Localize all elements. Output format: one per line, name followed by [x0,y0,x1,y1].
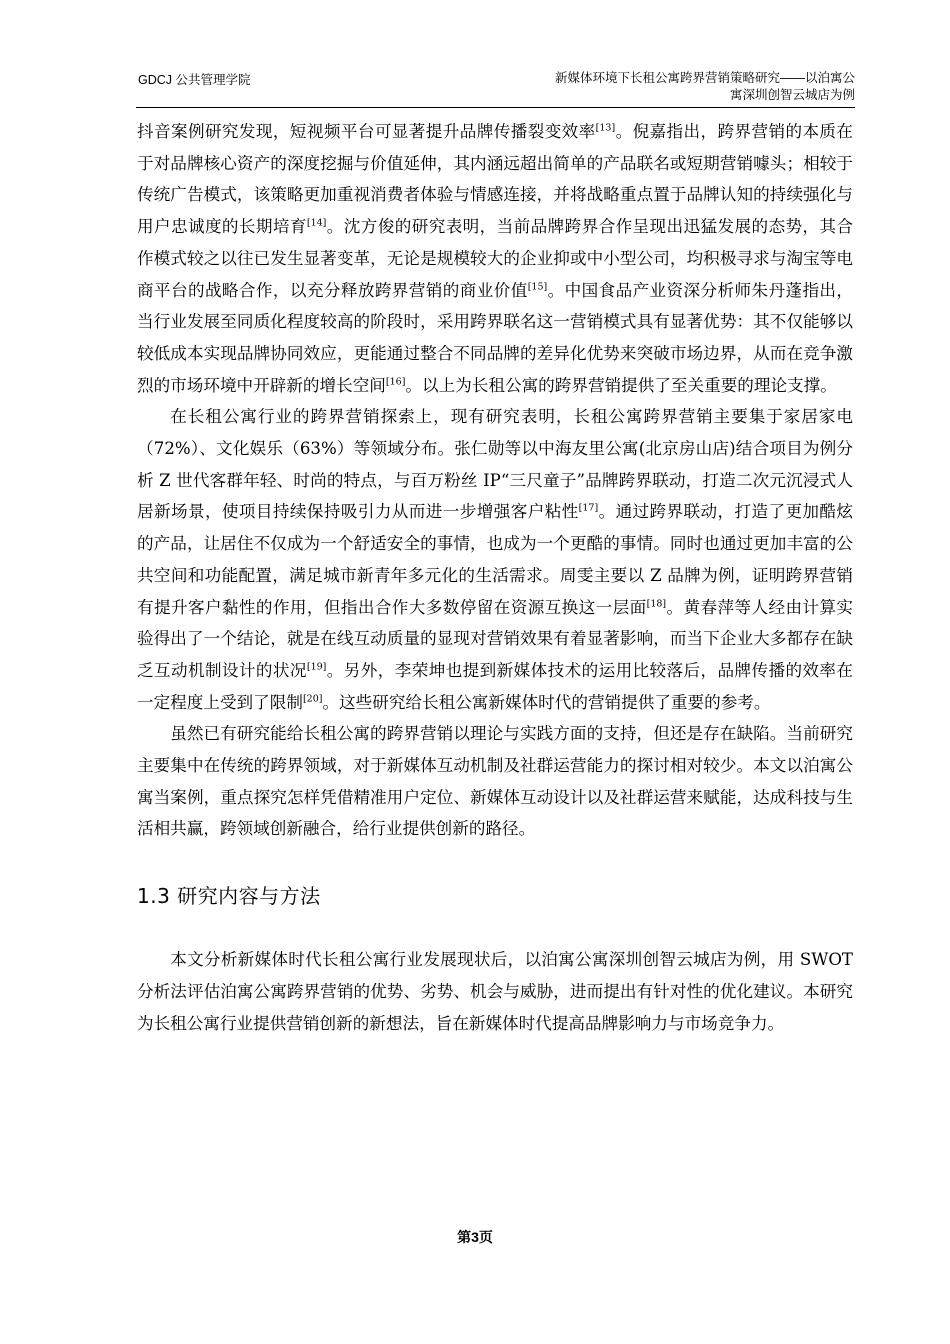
header-title-line-1: 新媒体环境下长租公寓跨界营销策略研究——以泊寓公 [554,71,855,85]
text-run: 。中国食品产业资深分析师朱丹蓬指出，当行业发展至同质化程度较高的阶段时，采用跨界联名这一营销模式具有显著优势：其不仅能够以较低成本实现品牌协同效应，更能通过整合不同品牌的差异化优势来突破市场边界，从而在竞争激烈的市场环境中开辟新的增长空间 [137,280,854,395]
header-institution: GDCJ 公共管理学院 [138,73,251,87]
body-paragraph [137,116,853,401]
text-run: 。通过跨界联动，打造了更加酷炫的产品，让居住不仅成为一个舒适安全的事情，也成为一个更酷的事情。同时也通过更加丰富的公共空间和功能配置，满足城市新青年多元化的生活需求。周雯主要以 Z 品牌为例，证明跨界营销有提升客户黏性的作用，但指出合作大多数停留在资源互换这一层面 [137,502,853,617]
literature-review [137,116,853,845]
text-run: 。以上为长租公寓的跨界营销提供了至关重要的理论支撑。 [405,375,837,395]
text-run: 抖音案例研究发现，短视频平台可显著提升品牌传播裂变效率 [137,122,596,141]
page-number: 第3页 [457,1229,493,1245]
text-run: 。黄春萍等人经由计算实验得出了一个结论，就是在线互动质量的显现对营销效果有着显著影响，而当下企业大多都存在缺乏互动机制设计的状况 [137,597,854,680]
citation-ref: [16] [385,376,406,388]
header-title [475,70,855,104]
citation-ref: [20] [302,693,323,705]
citation-ref: [17] [578,502,599,514]
citation-ref: [19] [306,661,327,673]
text-run: 。沈方俊的研究表明，当前品牌跨界合作呈现出迅猛发展的态势，其合作模式较之以往已发生显著变革，无论是规模较大的企业抑或中小型公司，均积极寻求与淘宝等电商平台的战略合作，以充分释放跨界营销的商业价值 [137,217,853,300]
citation-ref: [18] [646,598,667,610]
citation-ref: [14] [306,217,327,229]
text-run: 。另外，李荣坤也提到新媒体技术的运用比较落后，品牌传播的效率在一定程度上受到了限制 [137,660,853,712]
section-paragraph: 本文分析新媒体时代长租公寓行业发展现状后，以泊寓公寓深圳创智云城店为例，用 SWOT 分析法评估泊寓公寓跨界营销的优势、劣势、机会与威胁，进而提出有针对性的优化建议。本研究为长租公寓行业提供营销创新的新想法，旨在新媒体时代提高品牌影响力与市场竞争力。 [137,950,853,1033]
body-text [137,116,853,1039]
text-run: 。这些研究给长租公寓新媒体时代的营销提供了重要的参考。 [322,692,771,712]
citation-ref: [15] [527,280,548,292]
header-title-line-2: 寓深圳创智云城店为例 [729,88,855,102]
text-run: 。倪嘉指出，跨界营销的本质在于对品牌核心资产的深度挖掘与价值延伸，其内涵远超出简单的产品联名或短期营销噱头；相较于传统广告模式，该策略更加重视消费者体验与情感连接，并将战略重点置于品牌认知的持续强化与用户忠诚度的长期培育 [137,122,854,237]
body-paragraph [137,718,853,845]
text-run: 在长租公寓行业的跨界营销探索上，现有研究表明，长租公寓跨界营销主要集于家居家电（72%）、文化娱乐（63%）等领域分布。张仁勋等以中海友里公寓(北京房山店)结合项目为例分析 Z 世代客群年轻、时尚的特点，与百万粉丝 IP“三尺童子”品牌跨界联动，打造二次元沉浸式人居新场景，使项目持续保持吸引力从而进一步增强客户粘性 [137,407,853,522]
header-divider [136,107,855,108]
section-heading: 1.3 研究内容与方法 [137,884,321,909]
citation-ref: [13] [595,122,616,134]
text-run: 虽然已有研究能给长租公寓的跨界营销以理论与实践方面的支持，但还是存在缺陷。当前研究主要集中在传统的跨界领域，对于新媒体互动机制及社群运营能力的探讨相对较少。本文以泊寓公寓当案例，重点探究怎样凭借精准用户定位、新媒体互动设计以及社群运营来赋能，达成科技与生活相共赢，跨领域创新融合，给行业提供创新的路径。 [137,724,853,839]
body-paragraph [137,401,853,718]
